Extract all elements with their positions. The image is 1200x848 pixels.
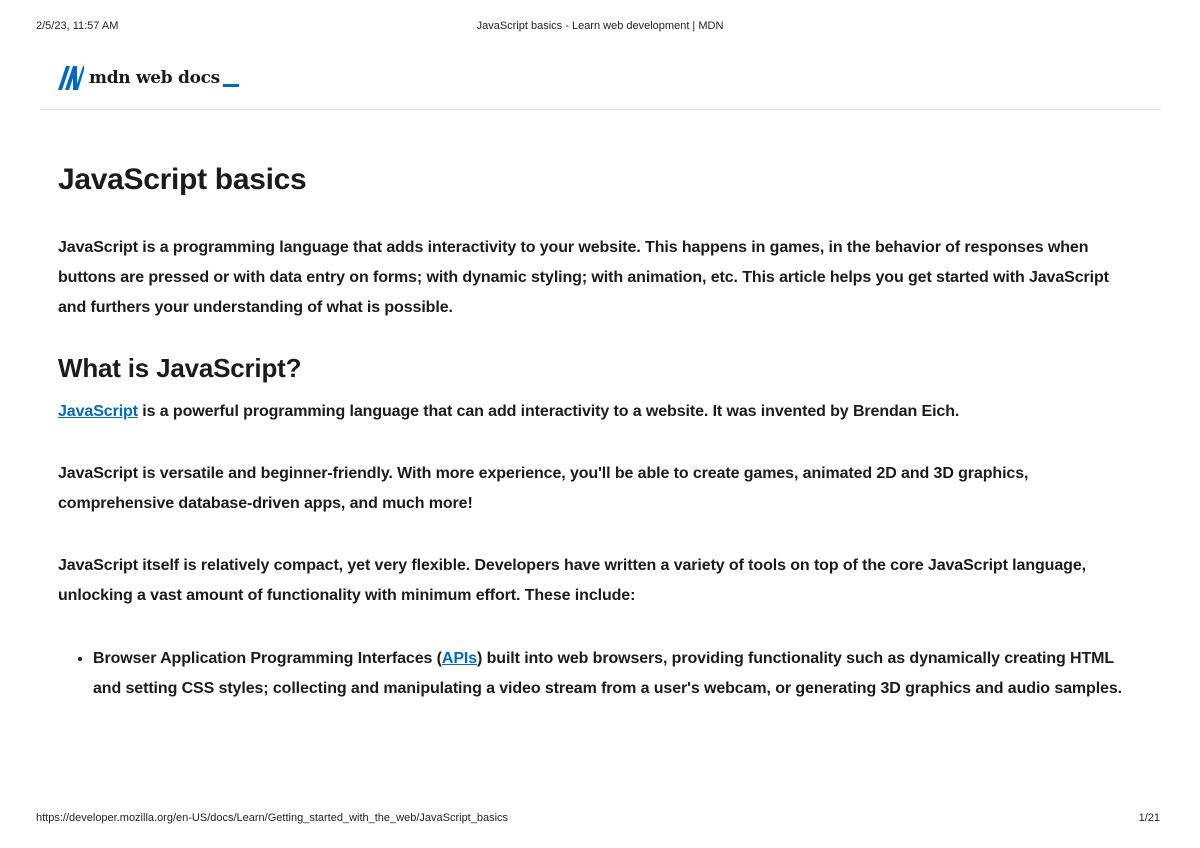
bullet-1-after: ) built into web browsers, providing functionality such as dynamically creating HTML and setting CSS styles; collecting and manipulating a video stream from a user's webcam, or generating 3D graphics and audio samples. — [93, 650, 1122, 697]
paragraph-3: JavaScript itself is relatively compact, yet very flexible. Developers have written a variety of tools on top of the core JavaScript language, unlocking a vast amount of functionality with minimum effort. These include: — [58, 557, 1086, 604]
page-number: 1/21 — [1138, 812, 1160, 824]
page-title: JavaScript basics — [58, 163, 307, 196]
print-url: https://developer.mozilla.org/en-US/docs/Learn/Getting_started_with_the_web/JavaScript_basics — [36, 812, 509, 824]
logo-cursor-mark — [223, 84, 239, 87]
features-list — [58, 643, 1138, 704]
print-title: JavaScript basics - Learn web development | MDN — [476, 20, 724, 32]
paragraph-2: JavaScript is versatile and beginner-friendly. With more experience, you'll be able to create games, animated 2D and 3D graphics, comprehensive database-driven apps, and much more! — [58, 465, 1029, 512]
apis-link[interactable]: APIs — [441, 650, 478, 667]
javascript-link[interactable]: JavaScript — [58, 403, 138, 420]
header-divider — [40, 109, 1161, 110]
paragraph-1 — [58, 397, 1138, 427]
list-item — [93, 643, 1138, 704]
bullet-1-before: Browser Application Programming Interfaces ( — [93, 650, 442, 667]
article-content — [58, 160, 1138, 704]
logo-text: mdn web docs — [89, 68, 220, 88]
print-header — [0, 20, 1200, 34]
section-heading: What is JavaScript? — [58, 353, 302, 383]
mdn-logo[interactable] — [58, 60, 239, 96]
print-date: 2/5/23, 11:57 AM — [36, 20, 119, 32]
print-footer — [0, 812, 1200, 826]
paragraph-1-text: is a powerful programming language that can add interactivity to a website. It was invented by Brendan Eich. — [137, 403, 960, 420]
mdn-m-logo-icon — [58, 66, 84, 90]
intro-paragraph: JavaScript is a programming language that adds interactivity to your website. This happens in games, in the behavior of responses when buttons are pressed or with data entry on forms; with dynamic styling; with animation, etc. This article helps you get started with JavaScript and furthers your understanding of what is possible. — [58, 239, 1109, 316]
